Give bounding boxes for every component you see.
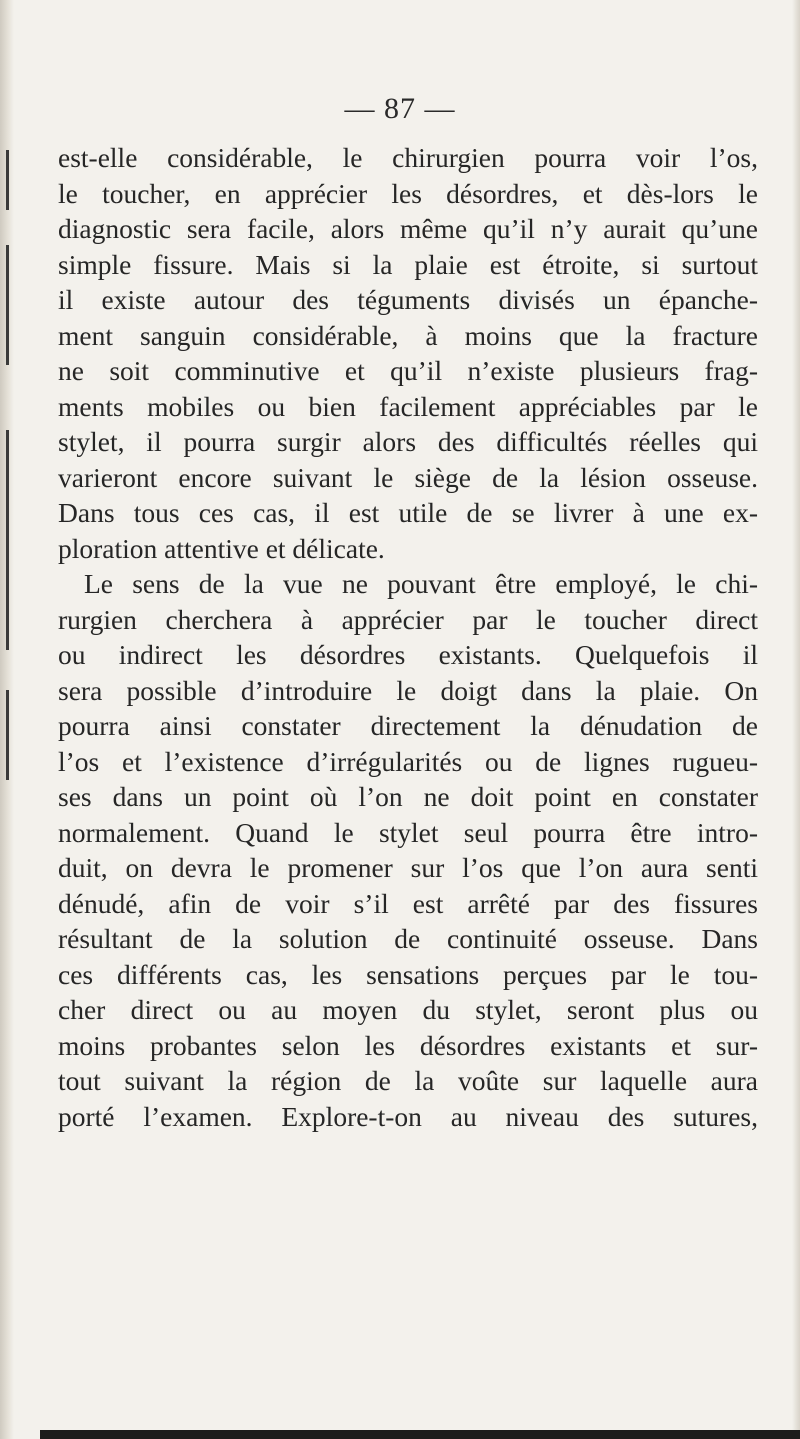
text-line: rurgien cherchera à apprécier par le toucher direct	[58, 603, 758, 635]
text-line: ou indirect les désordres existants. Quelquefois il	[58, 639, 758, 670]
text-line: Dans tous ces cas, il est utile de se livrer à une ex-	[58, 497, 758, 528]
text-line: ne soit comminutive et qu’il n’existe plusieurs frag-	[58, 355, 758, 386]
text-line: porté l’examen. Explore-t-on au niveau des sutures,	[58, 1100, 758, 1132]
text-line: sera possible d’introduire le doigt dans la plaie. On	[58, 674, 758, 706]
text-line: moins probantes selon les désordres existants et sur-	[58, 1029, 758, 1061]
text-line: duit, on devra le promener sur l’os que l’on aura senti	[58, 852, 758, 883]
text-line: cher direct ou au moyen du stylet, seront plus ou	[58, 994, 758, 1025]
paragraph-start-line: Le sens de la vue ne pouvant être employé, le chi-	[84, 568, 758, 599]
text-line: normalement. Quand le stylet seul pourra être intro-	[58, 816, 758, 848]
text-line: ces différents cas, les sensations perçues par le tou-	[58, 958, 758, 990]
binding-shadow	[6, 430, 9, 650]
body-text	[58, 140, 758, 1134]
binding-shadow	[6, 690, 9, 780]
text-line: est-elle considérable, le chirurgien pourra voir l’os,	[58, 142, 758, 173]
text-line: le toucher, en apprécier les désordres, et dès-lors le	[58, 177, 758, 209]
paragraph-end-line: ploration attentive et délicate.	[58, 532, 385, 564]
binding-shadow	[6, 245, 9, 365]
text-line: diagnostic sera facile, alors même qu’il n’y aurait qu’une	[58, 213, 758, 244]
text-line: pourra ainsi constater directement la dénudation de	[58, 710, 758, 741]
text-line: ment sanguin considérable, à moins que la fracture	[58, 319, 758, 351]
page-right-edge	[792, 0, 800, 1439]
text-line: résultant de la solution de continuité osseuse. Dans	[58, 923, 758, 954]
text-line: ses dans un point où l’on ne doit point en constater	[58, 781, 758, 812]
text-line: ments mobiles ou bien facilement appréciables par le	[58, 390, 758, 422]
text-line: simple fissure. Mais si la plaie est étroite, si surtout	[58, 248, 758, 280]
page-number: — 87 —	[344, 92, 456, 125]
text-line: tout suivant la région de la voûte sur laquelle aura	[58, 1065, 758, 1096]
scan-bottom-edge	[40, 1430, 800, 1439]
binding-shadow	[6, 150, 9, 210]
text-line: dénudé, afin de voir s’il est arrêté par des fissures	[58, 887, 758, 919]
text-line: varieront encore suivant le siège de la lésion osseuse.	[58, 461, 758, 493]
text-line: stylet, il pourra surgir alors des difficultés réelles qui	[58, 426, 758, 457]
text-line: l’os et l’existence d’irrégularités ou de lignes rugueu-	[58, 745, 758, 777]
text-line: il existe autour des téguments divisés un épanche-	[58, 284, 758, 315]
